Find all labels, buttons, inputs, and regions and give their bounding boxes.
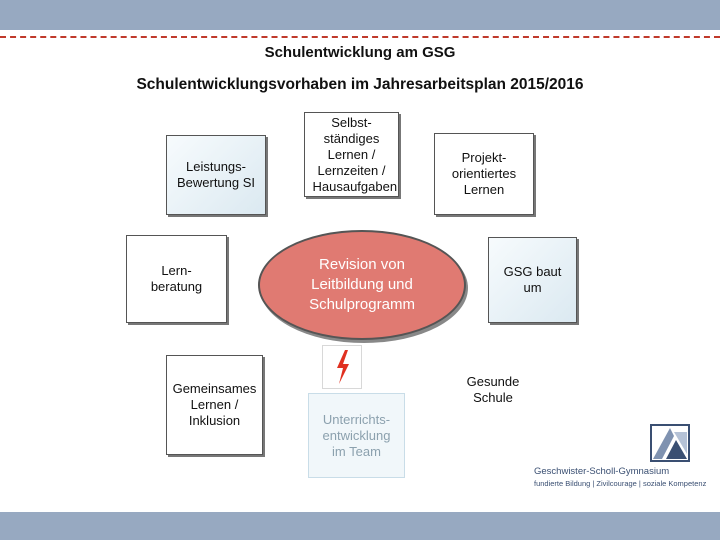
topic-gesunde-label: Gesunde Schule [466, 374, 520, 405]
school-logo-name: Geschwister-Scholl-Gymnasium [534, 466, 670, 477]
topic-projekt-label: Projekt-orientiertes Lernen [451, 150, 517, 197]
topic-leistungsbewertung[interactable] [166, 135, 266, 215]
topic-gemeinsames-lernen[interactable] [166, 355, 263, 455]
center-label: Revision von Leitbildung und Schulprogramm [309, 256, 415, 313]
topic-unterricht-label: Unterrichts-entwicklung im Team [322, 411, 391, 459]
topic-lernberatung[interactable] [126, 235, 227, 323]
school-logo-tagline: fundierte Bildung | Zivilcourage | soziale Kompetenz [534, 479, 707, 488]
topic-gesunde-schule[interactable] [443, 345, 543, 435]
topic-gemeinsames-label: Gemeinsames Lernen / Inklusion [172, 381, 257, 428]
top-dashed-divider [0, 36, 720, 38]
topic-selbststaendiges-label: Selbst-ständiges Lernen / Lernzeiten / Hausaufgaben [312, 114, 398, 194]
school-logo-icon [650, 424, 690, 462]
page-subtitle: Schulentwicklungsvorhaben im Jahresarbeitsplan 2015/2016 [136, 76, 584, 93]
top-banner [0, 0, 720, 30]
topic-projektorientiertes-lernen[interactable] [434, 133, 534, 215]
topic-leistungsbewertung-label: Leistungs-Bewertung SI [176, 159, 256, 190]
topic-gsg-baut-label: GSG baut um [503, 264, 562, 295]
topic-selbststaendiges-lernen[interactable] [304, 112, 399, 197]
lightning-bolt-icon [322, 345, 362, 389]
topic-unterrichtsentwicklung[interactable] [308, 393, 405, 478]
center-ellipse[interactable] [258, 230, 466, 340]
topic-gsg-baut-um[interactable] [488, 237, 577, 323]
topic-lernberatung-label: Lern-beratung [150, 263, 203, 294]
bottom-banner [0, 512, 720, 540]
page-title: Schulentwicklung am GSG [264, 44, 456, 61]
